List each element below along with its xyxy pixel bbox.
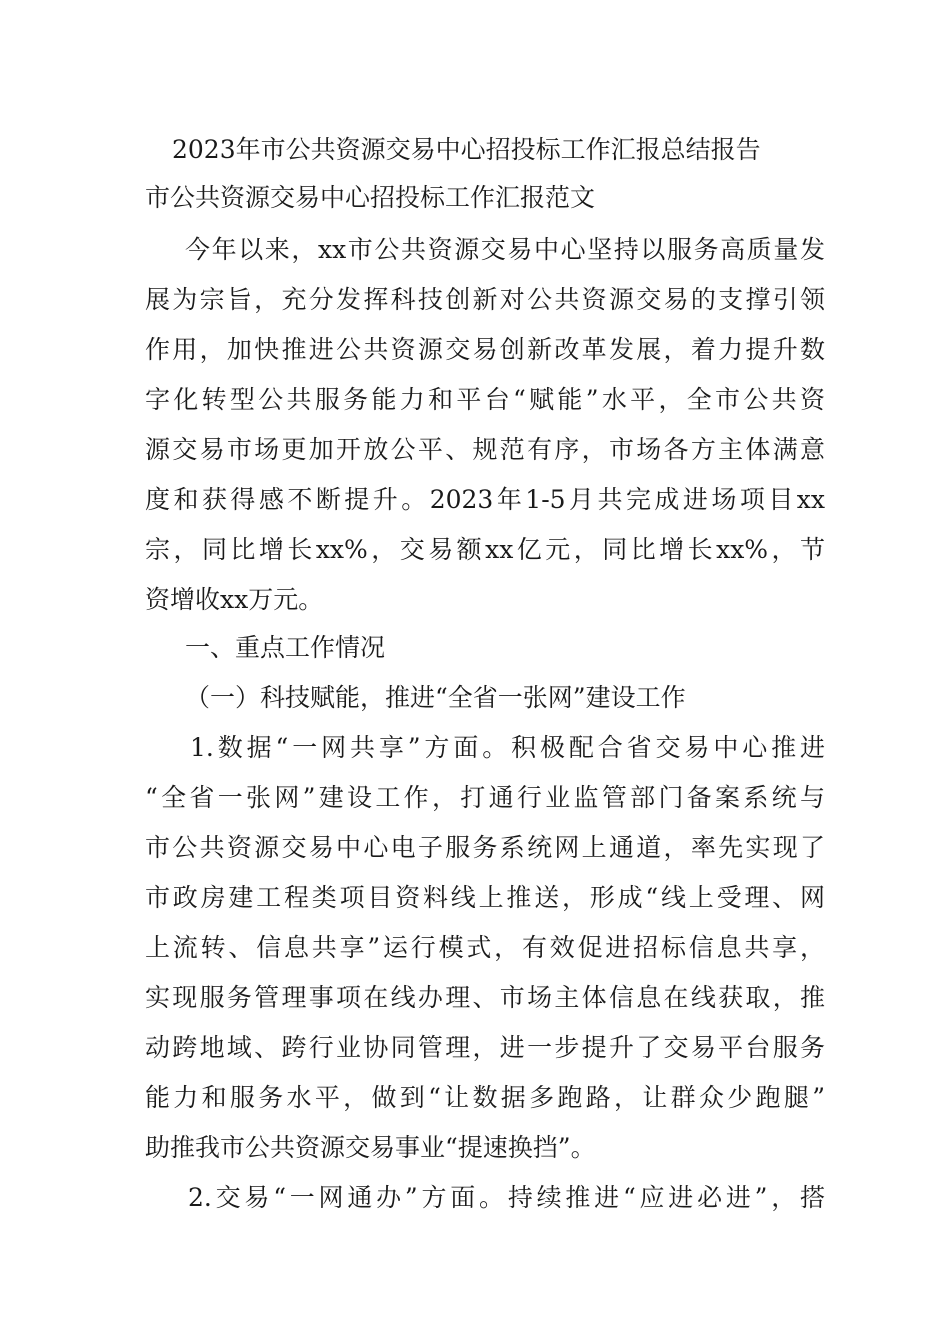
item1-line: 市政房建工程类项目资料线上推送，形成“线上受理、网 bbox=[145, 883, 825, 912]
item1-line: 能力和服务水平，做到“让数据多跑路，让群众少跑腿” bbox=[145, 1083, 825, 1112]
section-heading: 一、重点工作情况 bbox=[185, 633, 386, 662]
intro-line: 作用，加快推进公共资源交易创新改革发展，着力提升数 bbox=[145, 335, 825, 364]
intro-line: 今年以来，xx市公共资源交易中心坚持以服务高质量发 bbox=[185, 235, 825, 264]
item1-line: 上流转、信息共享”运行模式，有效促进招标信息共享， bbox=[145, 933, 825, 962]
intro-line: 展为宗旨，充分发挥科技创新对公共资源交易的支撑引领 bbox=[145, 285, 825, 314]
item1-line: “全省一张网”建设工作，打通行业监管部门备案系统与 bbox=[145, 783, 825, 812]
intro-line: 字化转型公共服务能力和平台“赋能”水平，全市公共资 bbox=[145, 385, 825, 414]
intro-line: 度和获得感不断提升。2023年1-5月共完成进场项目xx bbox=[145, 485, 825, 514]
intro-line: 源交易市场更加开放公平、规范有序，市场各方主体满意 bbox=[145, 435, 825, 464]
item1-line: 动跨地域、跨行业协同管理，进一步提升了交易平台服务 bbox=[145, 1033, 825, 1062]
document-title: 2023年市公共资源交易中心招投标工作汇报总结报告 bbox=[172, 135, 761, 164]
intro-line: 宗，同比增长xx%，交易额xx亿元，同比增长xx%，节 bbox=[145, 535, 825, 564]
item1-line: 实现服务管理事项在线办理、市场主体信息在线获取，推 bbox=[145, 983, 825, 1012]
subsection-heading: （一）科技赋能，推进“全省一张网”建设工作 bbox=[185, 683, 686, 712]
document-subtitle: 市公共资源交易中心招投标工作汇报范文 bbox=[145, 183, 596, 212]
item1-line: 1.数据“一网共享”方面。积极配合省交易中心推进 bbox=[190, 733, 825, 762]
item1-line: 市公共资源交易中心电子服务系统网上通道，率先实现了 bbox=[145, 833, 825, 862]
item1-line: 助推我市公共资源交易事业“提速换挡”。 bbox=[145, 1133, 596, 1162]
intro-line: 资增收xx万元。 bbox=[145, 585, 324, 614]
item2-line: 2.交易“一网通办”方面。持续推进“应进必进”，搭 bbox=[188, 1183, 825, 1212]
